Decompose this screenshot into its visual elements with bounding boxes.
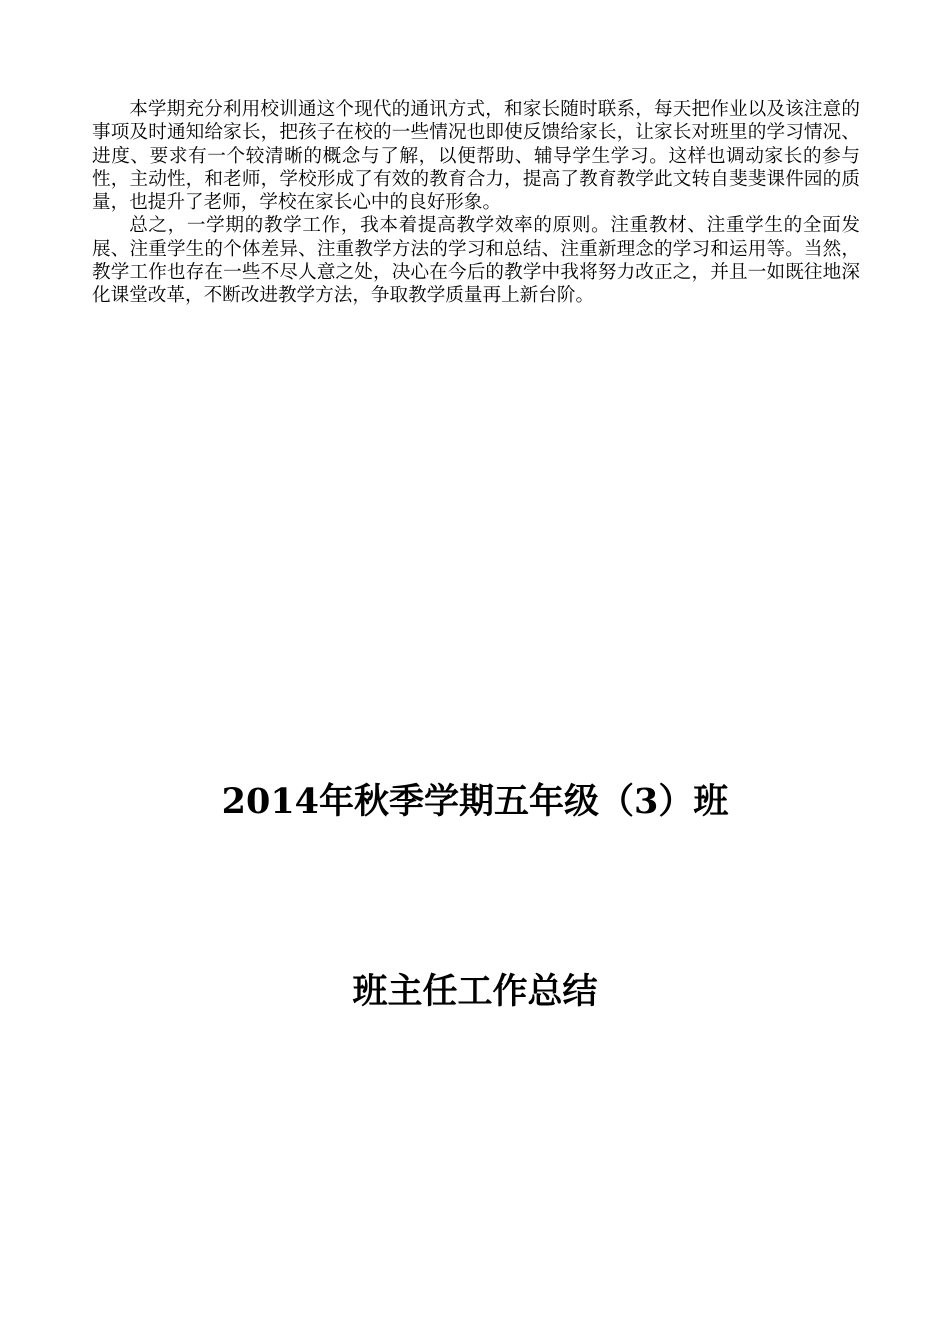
paragraph-communication: 本学期充分利用校训通这个现代的通讯方式，和家长随时联系，每天把作业以及该注意的事项及时通知给家长，把孩子在校的一些情况也即使反馈给家长，让家长对班里的学习情况、进度、要求有一个较清晰的概念与了解，以便帮助、辅导学生学习。这样也调动家长的参与性，主动性，和老师，学校形成了有效的教育合力，提高了教育教学此文转自斐斐课件园的质量，也提升了老师，学校在家长心中的良好形象。 — [92, 99, 860, 214]
body-text — [92, 98, 860, 308]
document-title-line-1: 2014年秋季学期五年级（3）班 — [221, 781, 729, 822]
paragraph-summary: 总之，一学期的教学工作，我本着提高教学效率的原则。注重教材、注重学生的全面发展、注重学生的个体差异、注重教学方法的学习和总结、注重新理念的学习和运用等。当然，教学工作也存在一些不尽人意之处，决心在今后的教学中我将努力改正之，并且一如既往地深化课堂改革，不断改进教学方法，争取教学质量再上新台阶。 — [92, 215, 860, 307]
document-title-line-2: 班主任工作总结 — [352, 971, 598, 1012]
